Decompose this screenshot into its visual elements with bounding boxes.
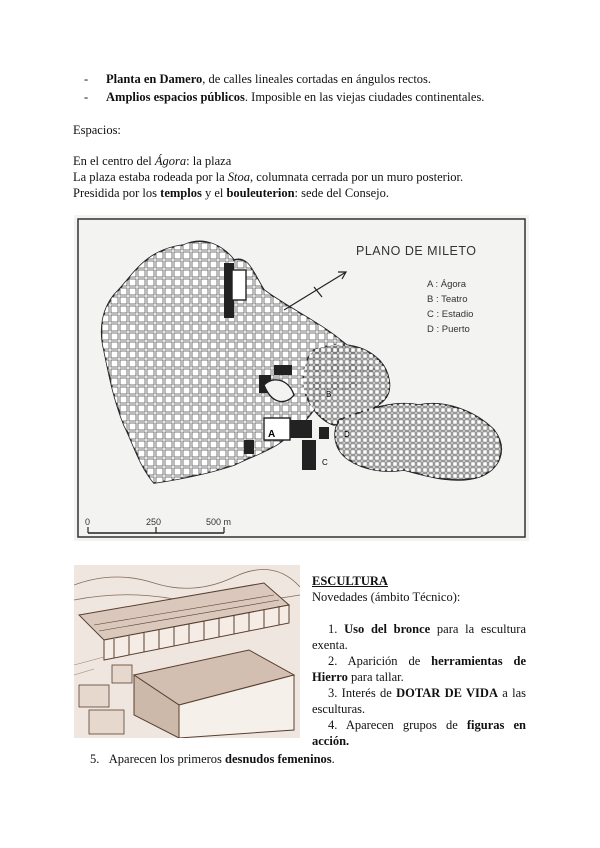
- bullet-text: . Imposible en las viejas ciudades continentales.: [244, 90, 485, 104]
- escultura-item-5: 5. Aparecen los primeros desnudos femeninos.: [90, 752, 335, 766]
- stoa-illustration: [74, 565, 300, 738]
- bullet-espacios: - Amplios espacios públicos. Imposible en las viejas ciudades continentales.: [84, 90, 485, 104]
- escultura-heading: ESCULTURA: [312, 574, 388, 588]
- svg-text:A : Ágora: A : Ágora: [427, 279, 467, 290]
- map-label-b: B: [326, 390, 332, 399]
- escultura-item-2: 2. Aparición de herramientas de Hierro para tallar.: [312, 654, 527, 684]
- bullet-bold: Amplios espacios públicos: [106, 90, 245, 104]
- map-label-a: A: [268, 429, 276, 440]
- svg-text:B : Teatro: B : Teatro: [427, 294, 468, 305]
- map-label-d: D: [344, 430, 350, 439]
- bullet-text: , de calles lineales cortadas en ángulos rectos.: [202, 72, 432, 86]
- miletus-map-drawing: [74, 215, 529, 541]
- bullet-planta: - Planta en Damero, de calles lineales cortadas en ángulos rectos.: [84, 72, 432, 86]
- svg-text:500 m: 500 m: [206, 517, 232, 527]
- svg-text:250: 250: [146, 517, 162, 527]
- escultura-item-1: 1. Uso del bronce para la escultura exenta.: [312, 622, 527, 652]
- miletus-map-image: [74, 215, 529, 541]
- map-label-c: C: [322, 458, 328, 467]
- agora-line: En el centro del Ágora: la plaza: [73, 154, 232, 168]
- presidida-line: Presidida por los templos y el bouleuterion: sede del Consejo.: [73, 186, 389, 200]
- novedades-text: Novedades (ámbito Técnico):: [312, 590, 461, 604]
- map-title: PLANO DE MILETO: [356, 244, 477, 258]
- escultura-item-3: 3. Interés de DOTAR DE VIDA a las esculturas.: [312, 686, 526, 716]
- bullet-bold: Planta en Damero: [106, 72, 203, 86]
- svg-text:D : Puerto: D : Puerto: [427, 324, 470, 335]
- svg-text:C : Estadio: C : Estadio: [427, 309, 474, 320]
- espacios-label: Espacios:: [73, 123, 121, 137]
- svg-text:0: 0: [85, 517, 91, 527]
- stoa-line: La plaza estaba rodeada por la Stoa, columnata cerrada por un muro posterior.: [73, 170, 464, 184]
- escultura-item-4: 4. Aparecen grupos de figuras en acción.: [312, 718, 527, 748]
